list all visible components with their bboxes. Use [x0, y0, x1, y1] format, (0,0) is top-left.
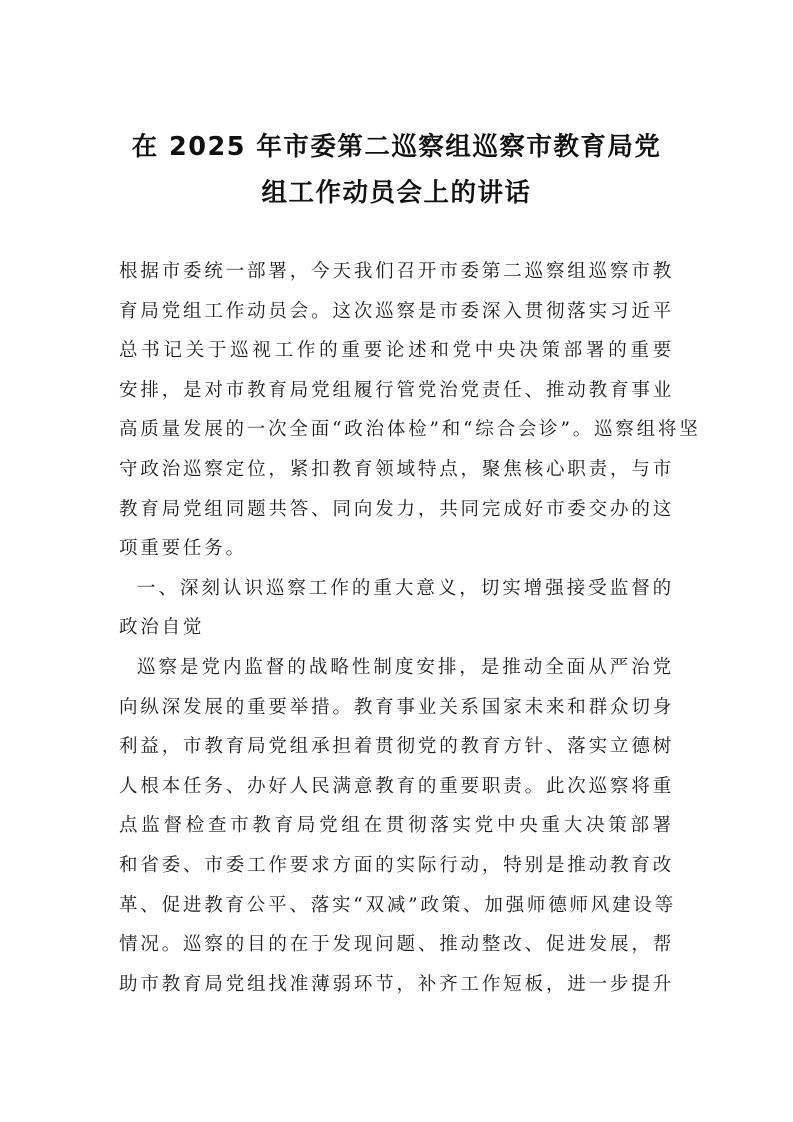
document-body: [119, 252, 701, 1004]
text-line: 政治自觉: [119, 617, 205, 639]
text-line: 革、促进教育公平、落实“双减”政策、加强师德师风建设等: [119, 894, 677, 916]
text-line: 和省委、市委工作要求方面的实际行动，特别是推动教育改: [119, 854, 674, 876]
text-line: 助市教育局党组找准薄弱环节，补齐工作短板，进一步提升: [119, 973, 674, 995]
text-line: 高质量发展的一次全面“政治体检”和“综合会诊”。巡察组将坚: [119, 419, 701, 441]
text-line: 总书记关于巡视工作的重要论述和党中央决策部署的重要: [119, 340, 674, 362]
section-heading-1: [119, 569, 674, 648]
text-line: 巡察是党内监督的战略性制度安排，是推动全面从严治党: [137, 656, 674, 678]
text-line: 情况。巡察的目的在于发现问题、推动整改、促进发展，帮: [119, 934, 674, 956]
text-line: 育局党组工作动员会。这次巡察是市委深入贯彻落实习近平: [119, 300, 674, 322]
text-line: 一、深刻认识巡察工作的重大意义，切实增强接受监督的: [137, 577, 674, 599]
text-line: 利益，市教育局党组承担着贯彻党的教育方针、落实立德树: [119, 736, 674, 758]
text-line: 教育局党组同题共答、同向发力，共同完成好市委交办的这: [119, 498, 674, 520]
text-line: 人根本任务、办好人民满意教育的重要职责。此次巡察将重: [119, 775, 674, 797]
document-title: [119, 124, 674, 216]
text-line: 向纵深发展的重要举措。教育事业关系国家未来和群众切身: [119, 696, 674, 718]
title-line-2: 组工作动员会上的讲话: [261, 178, 532, 208]
title-line-1: 在 2025 年市委第二巡察组巡察市教育局党: [131, 132, 662, 162]
paragraph-section-1: [119, 648, 677, 1004]
text-line: 安排，是对市教育局党组履行管党治党责任、推动教育事业: [119, 379, 674, 401]
text-line: 点监督检查市教育局党组在贯彻落实党中央重大决策部署: [119, 815, 674, 837]
text-line: 项重要任务。: [119, 538, 247, 560]
text-line: 根据市委统一部署，今天我们召开市委第二巡察组巡察市教: [119, 261, 674, 282]
text-line: 守政治巡察定位，紧扣教育领域特点，聚焦核心职责，与市: [119, 458, 674, 480]
paragraph-intro: [119, 252, 701, 569]
